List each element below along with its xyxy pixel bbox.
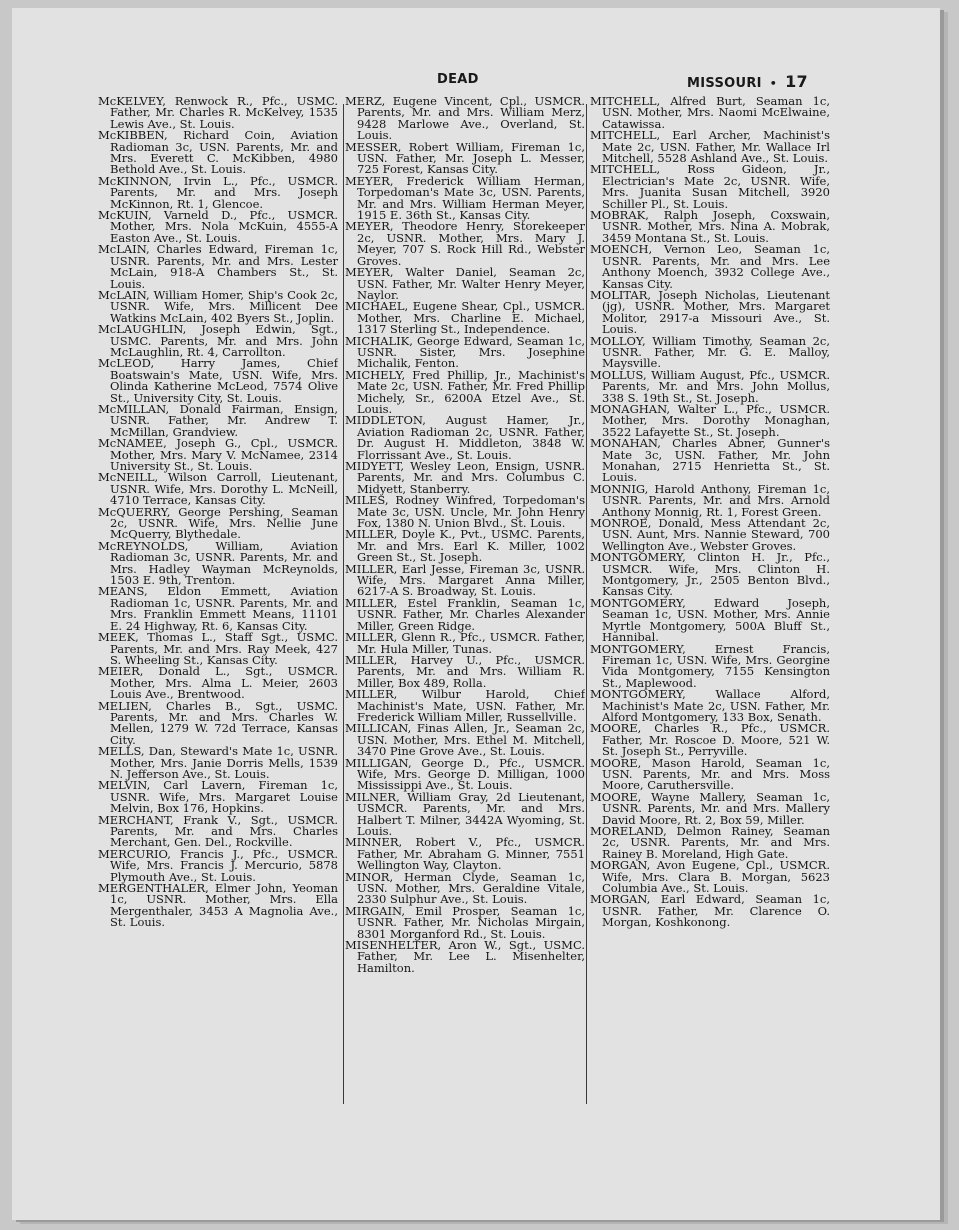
casualty-entry: McQUERRY, George Pershing, Seaman 2c, USNR. Wife, Mrs. Nellie June McQuerry, Blythedale. bbox=[98, 504, 338, 542]
casualty-entry: MILLER, Earl Jesse, Fireman 3c, USNR. Wife, Mrs. Margaret Anna Miller, 6217-A S. Broadway, St. Louis. bbox=[345, 561, 585, 599]
casualty-entry: MEANS, Eldon Emmett, Aviation Radioman 1c, USNR. Parents, Mr. and Mrs. Franklin Emmett Means, 11101 E. 24 Highway, Rt. 6, Kansas City. bbox=[98, 584, 338, 633]
casualty-entry: McMILLAN, Donald Fairman, Ensign, USNR. Father, Mr. Andrew T. McMillan, Grandview. bbox=[98, 401, 338, 439]
casualty-entry: MONTGOMERY, Wallace Alford, Machinist's Mate 2c, USN. Father, Mr. Alford Montgomery, 133 Box, Senath. bbox=[590, 687, 830, 724]
casualty-entry: MONAHAN, Charles Abner, Gunner's Mate 3c, USN. Father, Mr. John Monahan, 2715 Henrietta St., St. Louis. bbox=[590, 436, 830, 485]
casualty-entry: MERZ, Eugene Vincent, Cpl., USMCR. Parents, Mr. and Mrs. William Merz, 9428 Marlowe Ave., Overland, St. Louis. bbox=[345, 96, 585, 143]
casualty-entry: MISENHELTER, Aron W., Sgt., USMC. Father, Mr. Lee L. Misenhelter, Hamilton. bbox=[345, 938, 585, 975]
casualty-entry: McKINNON, Irvin L., Pfc., USMCR. Parents, Mr. and Mrs. Joseph McKinnon, Rt. 1, Glencoe. bbox=[98, 173, 338, 211]
casualty-entry: MICHALIK, George Edward, Seaman 1c, USNR. Sister, Mrs. Josephine Michalik, Fenton. bbox=[345, 333, 585, 371]
casualty-entry: MOENCH, Vernon Leo, Seaman 1c, USNR. Parents, Mr. and Mrs. Lee Anthony Moench, 3932 College Ave., Kansas City. bbox=[590, 242, 830, 291]
header-state-page bbox=[687, 72, 808, 91]
casualty-entry: McNAMEE, Joseph G., Cpl., USMCR. Mother, Mrs. Mary V. McNamee, 2314 University St., St. Louis. bbox=[98, 436, 338, 473]
casualty-entry: MEEK, Thomas L., Staff Sgt., USMC. Parents, Mr. and Mrs. Ray Meek, 427 S. Wheeling St., Kansas City. bbox=[98, 630, 338, 667]
casualty-entry: MILLER, Wilbur Harold, Chief Machinist's Mate, USN. Father, Mr. Frederick William Miller, Russellville. bbox=[345, 687, 585, 724]
casualty-entry: McREYNOLDS, William, Aviation Radioman 3c, USNR. Parents, Mr. and Mrs. Hadley Wayman McReynolds, 1503 E. 9th, Trenton. bbox=[98, 538, 338, 588]
column-2 bbox=[345, 96, 585, 1106]
casualty-entry: McNEILL, Wilson Carroll, Lieutenant, USNR. Wife, Mrs. Dorothy L. McNeill, 4710 Terrace, Kansas City. bbox=[98, 470, 338, 508]
casualty-entry: MELVIN, Carl Lavern, Fireman 1c, USNR. Wife, Mrs. Margaret Louise Melvin, Box 176, Hopkins. bbox=[98, 778, 338, 816]
casualty-entry: MILLER, Estel Franklin, Seaman 1c, USNR. Father, Mr. Charles Alexander Miller, Green Ridge. bbox=[345, 595, 585, 633]
casualty-entry: MORGAN, Avon Eugene, Cpl., USMCR. Wife, Mrs. Clara B. Morgan, 5623 Columbia Ave., St. Louis. bbox=[590, 858, 830, 896]
column-3 bbox=[590, 96, 830, 1106]
casualty-entry: MONTGOMERY, Clinton H. Jr., Pfc., USMCR. Wife, Mrs. Clinton H. Montgomery, Jr., 2505 Benton Blvd., Kansas City. bbox=[590, 550, 830, 599]
casualty-entry: MEYER, Theodore Henry, Storekeeper 2c, USNR. Mother, Mrs. Mary J. Meyer, 707 S. Rock Hill Rd., Webster Groves. bbox=[345, 219, 585, 268]
casualty-entry: MELLS, Dan, Steward's Mate 1c, USNR. Mother, Mrs. Janie Dorris Mells, 1539 N. Jefferson Ave., St. Louis. bbox=[98, 744, 338, 781]
casualty-entry: McKIBBEN, Richard Coin, Aviation Radioman 3c, USN. Parents, Mr. and Mrs. Everett C. McKibben, 4980 Bethold Ave., St. Louis. bbox=[98, 128, 338, 177]
casualty-entry: MILES, Rodney Winfred, Torpedoman's Mate 3c, USN. Uncle, Mr. John Henry Fox, 1380 N. Union Blvd., St. Louis. bbox=[345, 493, 585, 531]
casualty-entry: MOORE, Charles R., Pfc., USMCR. Father, Mr. Roscoe D. Moore, 521 W. St. Joseph St., Perryville. bbox=[590, 721, 830, 759]
casualty-entry: MONAGHAN, Walter L., Pfc., USMCR. Mother, Mrs. Dorothy Monaghan, 3522 Lafayette St., St. Joseph. bbox=[590, 401, 830, 439]
column-1 bbox=[98, 96, 338, 1106]
header-state: MISSOURI bbox=[687, 76, 762, 91]
casualty-entry: MILNER, William Gray, 2d Lieutenant, USMCR. Parents, Mr. and Mrs. Halbert T. Milner, 3442A Wyoming, St. Louis. bbox=[345, 789, 585, 838]
casualty-entry: MILLICAN, Finas Allen, Jr., Seaman 2c, USN. Mother, Mrs. Ethel M. Mitchell, 3470 Pine Grove Ave., St. Louis. bbox=[345, 721, 585, 759]
casualty-entry: MORELAND, Delmon Rainey, Seaman 2c, USNR. Parents, Mr. and Mrs. Rainey B. Moreland, High Gate. bbox=[590, 824, 830, 861]
casualty-entry: MITCHELL, Alfred Burt, Seaman 1c, USN. Mother, Mrs. Naomi McElwaine, Catawissa. bbox=[590, 96, 830, 131]
column-divider-1 bbox=[343, 104, 344, 1104]
casualty-entry: MOLITAR, Joseph Nicholas, Lieutenant (jg), USNR. Mother, Mrs. Margaret Molitor, 2917-a Missouri Ave., St. Louis. bbox=[590, 287, 830, 337]
casualty-entry: MOORE, Wayne Mallery, Seaman 1c, USNR. Parents, Mr. and Mrs. Mallery David Moore, Rt. 2, Box 59, Miller. bbox=[590, 789, 830, 827]
casualty-entry: MONROE, Donald, Mess Attendant 2c, USN. Aunt, Mrs. Nannie Steward, 700 Wellington Ave., Webster Groves. bbox=[590, 516, 830, 553]
column-divider-2 bbox=[586, 104, 587, 1104]
casualty-entry: MOORE, Mason Harold, Seaman 1c, USN. Parents, Mr. and Mrs. Moss Moore, Caruthersville. bbox=[590, 755, 830, 793]
casualty-entry: MONTGOMERY, Ernest Francis, Fireman 1c, USN. Wife, Mrs. Georgine Vida Montgomery, 7155 Kensington St., Maplewood. bbox=[590, 641, 830, 690]
casualty-entry: MILLER, Glenn R., Pfc., USMCR. Father, Mr. Hula Miller, Tunas. bbox=[345, 630, 585, 656]
casualty-entry: MERGENTHALER, Elmer John, Yeoman 1c, USNR. Mother, Mrs. Ella Mergenthaler, 3453 A Magnolia Ave., St. Louis. bbox=[98, 881, 338, 930]
casualty-entry: MILLER, Doyle K., Pvt., USMC. Parents, Mr. and Mrs. Earl K. Miller, 1002 Green St., St. Joseph. bbox=[345, 527, 585, 565]
casualty-entry: MITCHELL, Earl Archer, Machinist's Mate 2c, USN. Father, Mr. Wallace Irl Mitchell, 5528 Ashland Ave., St. Louis. bbox=[590, 128, 830, 166]
casualty-entry: MIRGAIN, Emil Prosper, Seaman 1c, USNR. Father, Mr. Nicholas Mirgain, 8301 Morganford Rd., St. Louis. bbox=[345, 903, 585, 941]
casualty-entry: MONTGOMERY, Edward Joseph, Seaman 1c, USN. Mother, Mrs. Annie Myrtle Montgomery, 500A Bluff St., Hannibal. bbox=[590, 595, 830, 645]
casualty-entry: MEYER, Walter Daniel, Seaman 2c, USN. Father, Mr. Walter Henry Meyer, Naylor. bbox=[345, 265, 585, 302]
casualty-entry: MERCHANT, Frank V., Sgt., USMCR. Parents, Mr. and Mrs. Charles Merchant, Gen. Del., Rockville. bbox=[98, 812, 338, 850]
casualty-entry: MOLLOY, William Timothy, Seaman 2c, USNR. Father, Mr. G. E. Malloy, Maysville. bbox=[590, 333, 830, 371]
casualty-entry: McKELVEY, Renwock R., Pfc., USMC. Father, Mr. Charles R. McKelvey, 1535 Lewis Ave., St. Louis. bbox=[98, 96, 338, 131]
document-page bbox=[12, 8, 940, 1220]
casualty-entry: MERCURIO, Francis J., Pfc., USMCR. Wife, Mrs. Francis J. Mercurio, 5878 Plymouth Ave., St. Louis. bbox=[98, 846, 338, 884]
page-number: 17 bbox=[785, 72, 808, 91]
casualty-entry: MIDDLETON, August Hamer, Jr., Aviation Radioman 2c, USNR. Father, Dr. August H. Middleton, 3848 W. Florrissant Ave., St. Louis. bbox=[345, 413, 585, 462]
page-header bbox=[12, 72, 940, 92]
casualty-entry: McLAIN, Charles Edward, Fireman 1c, USNR. Parents, Mr. and Mrs. Lester McLain, 918-A Chambers St., St. Louis. bbox=[98, 242, 338, 291]
casualty-entry: MELIEN, Charles B., Sgt., USMC. Parents, Mr. and Mrs. Charles W. Mellen, 1279 W. 72d Terrace, Kansas City. bbox=[98, 698, 338, 747]
casualty-entry: MEYER, Frederick William Herman, Torpedoman's Mate 3c, USN. Parents, Mr. and Mrs. William Herman Meyer, 1915 E. 36th St., Kansas City. bbox=[345, 173, 585, 223]
casualty-entry: MINNER, Robert V., Pfc., USMCR. Father, Mr. Abraham G. Minner, 7551 Wellington Way, Clayton. bbox=[345, 835, 585, 873]
casualty-entry: McLAIN, William Homer, Ship's Cook 2c, USNR. Wife, Mrs. Millicent Dee Watkins McLain, 402 Byers St., Joplin. bbox=[98, 287, 338, 325]
casualty-entry: MITCHELL, Ross Gideon, Jr., Electrician's Mate 2c, USNR. Wife, Mrs. Juanita Susan Mitchell, 3920 Schiller Pl., St. Louis. bbox=[590, 162, 830, 211]
casualty-entry: MILLIGAN, George D., Pfc., USMCR. Wife, Mrs. George D. Milligan, 1000 Mississippi Ave., St. Louis. bbox=[345, 755, 585, 793]
casualty-entry: MOBRAK, Ralph Joseph, Coxswain, USNR. Mother, Mrs. Nina A. Mobrak, 3459 Montana St., St. Louis. bbox=[590, 208, 830, 245]
casualty-entry: McLEOD, Harry James, Chief Boatswain's Mate, USN. Wife, Mrs. Olinda Katherine McLeod, 7574 Olive St., University City, St. Louis. bbox=[98, 356, 338, 405]
casualty-entry: MINOR, Herman Clyde, Seaman 1c, USN. Mother, Mrs. Geraldine Vitale, 2330 Sulphur Ave., St. Louis. bbox=[345, 869, 585, 907]
casualty-entry: MESSER, Robert William, Fireman 1c, USN. Father, Mr. Joseph L. Messer, 725 Forest, Kansas City. bbox=[345, 139, 585, 177]
casualty-entry: MOLLUS, William August, Pfc., USMCR. Parents, Mr. and Mrs. John Mollus, 338 S. 19th St., St. Joseph. bbox=[590, 367, 830, 405]
casualty-entry: McKUIN, Varneld D., Pfc., USMCR. Mother, Mrs. Nola McKuin, 4555-A Easton Ave., St. Louis. bbox=[98, 208, 338, 245]
casualty-entry: MICHELY, Fred Phillip, Jr., Machinist's Mate 2c, USN. Father, Mr. Fred Phillip Michely, Sr., 6200A Etzel Ave., St. Louis. bbox=[345, 367, 585, 416]
casualty-entry: MILLER, Harvey U., Pfc., USMCR. Parents, Mr. and Mrs. William R. Miller, Box 489, Rolla. bbox=[345, 652, 585, 690]
header-separator: • bbox=[769, 77, 778, 90]
casualty-entry: McLAUGHLIN, Joseph Edwin, Sgt., USMC. Parents, Mr. and Mrs. John McLaughlin, Rt. 4, Carrollton. bbox=[98, 322, 338, 359]
casualty-entry: MONNIG, Harold Anthony, Fireman 1c, USNR. Parents, Mr. and Mrs. Arnold Anthony Monnig, Rt. 1, Forest Green. bbox=[590, 481, 830, 519]
casualty-entry: MICHAEL, Eugene Shear, Cpl., USMCR. Mother, Mrs. Charline E. Michael, 1317 Sterling St., Independence. bbox=[345, 299, 585, 337]
header-section-title: DEAD bbox=[437, 72, 479, 87]
casualty-entry: MEIER, Donald L., Sgt., USMCR. Mother, Mrs. Alma L. Meier, 2603 Louis Ave., Brentwood. bbox=[98, 664, 338, 702]
casualty-entry: MORGAN, Earl Edward, Seaman 1c, USNR. Father, Mr. Clarence O. Morgan, Koshkonong. bbox=[590, 892, 830, 930]
casualty-entry: MIDYETT, Wesley Leon, Ensign, USNR. Parents, Mr. and Mrs. Columbus C. Midyett, Stanberry. bbox=[345, 459, 585, 496]
